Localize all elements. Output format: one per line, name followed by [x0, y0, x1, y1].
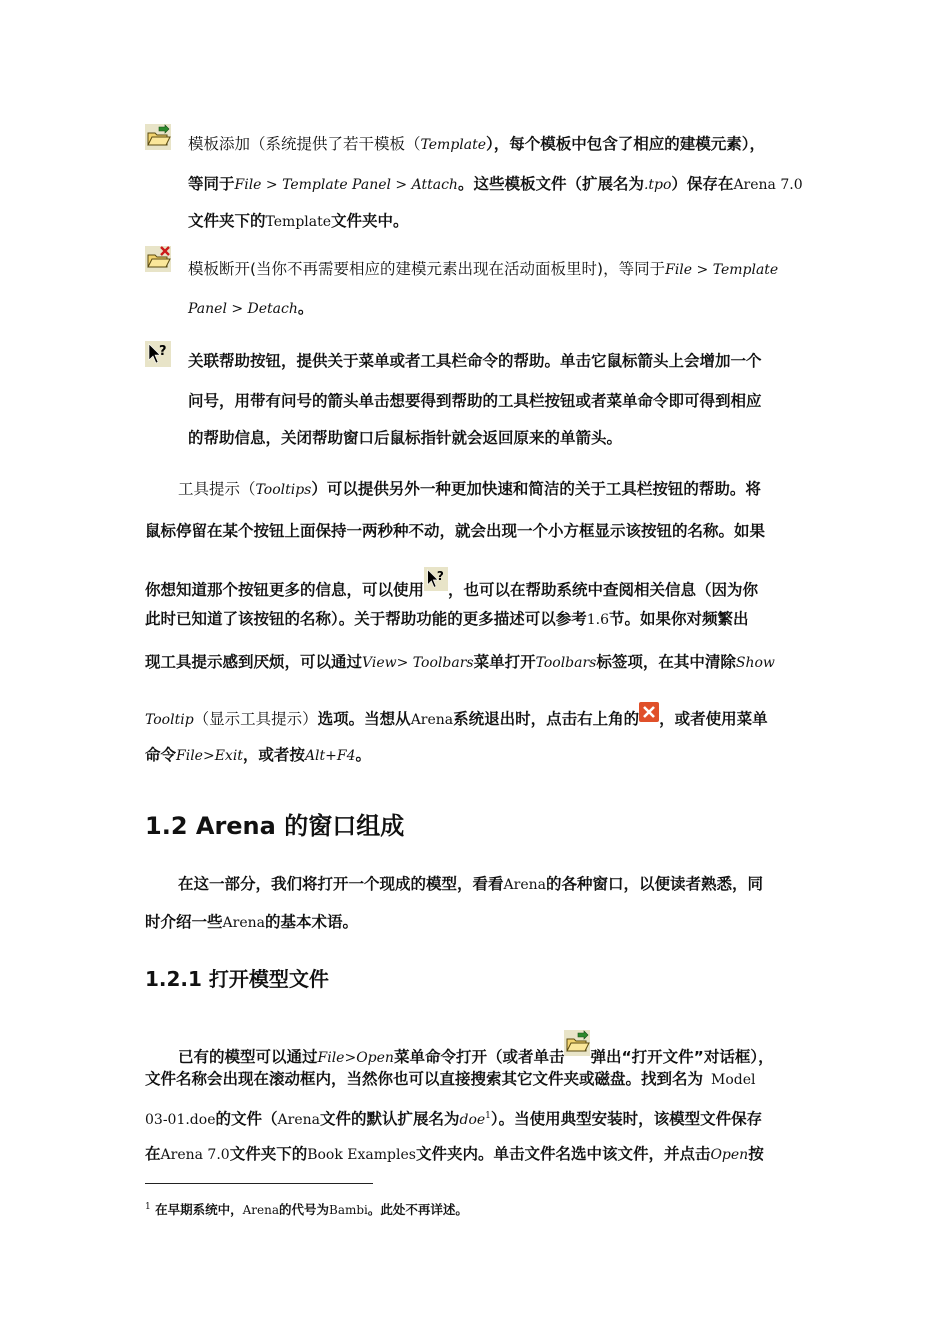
help-line-2 [188, 390, 762, 412]
paragraph-text: ）可以提供另外一种更加快速和简洁的关于工具栏按钮的帮助。将 [311, 480, 761, 498]
footnote-text: 在早期系统中， [155, 1202, 243, 1217]
section-121-line-1 [178, 1030, 774, 1069]
paragraph-text: 时介绍一些 [145, 913, 223, 931]
attach-menu-path: File > Template Panel > Attach [234, 177, 458, 193]
attach-text: ），每个模板中包含了相应的建模元素）， [486, 135, 766, 153]
tooltips-line-2 [145, 520, 765, 542]
file-extension: doe [459, 1112, 486, 1129]
attach-line-1 [188, 133, 765, 156]
paragraph-text: ，或者按 [242, 746, 305, 764]
folder-name: Book Examples [307, 1147, 416, 1163]
attach-text: ）保存在 [671, 175, 734, 193]
footnote [145, 1200, 468, 1218]
paragraph-text: 文件名称会出现在滚动框内，当然你也可以直接搜索其它文件夹或磁盘。找到名为 [145, 1070, 704, 1088]
paragraph-text: 在这一部分，我们将打开一个现成的模型，看看 [178, 875, 504, 893]
tab-name: Toolbars [535, 655, 597, 671]
paragraph-text: ，或者使用菜单 [659, 710, 768, 728]
template-detach-icon [145, 246, 171, 272]
paragraph-text: 你想知道那个按钮更多的信息，可以使用 [145, 581, 425, 599]
paragraph-text: 按 [748, 1145, 764, 1163]
section-121-line-4 [145, 1143, 764, 1166]
context-help-icon [424, 567, 448, 591]
paragraph-text: 已有的模型可以通过 [178, 1048, 318, 1066]
paragraph-text: 工具提示（ [178, 480, 256, 498]
paragraph-text: 文件夹内。单击文件名选中该文件，并点击 [415, 1145, 711, 1163]
paragraph-text: （显示工具提示） [193, 710, 318, 728]
paragraph-text: ，也可以在帮助系统中查阅相关信息（因为你 [448, 581, 759, 599]
section-121-line-3 [145, 1105, 762, 1131]
attach-extension: .tpo [643, 177, 672, 193]
detach-menu-path: Panel > Detach [188, 301, 298, 317]
attach-folder: Template [265, 214, 332, 230]
product-name: Arena [277, 1112, 320, 1129]
detach-line-1 [188, 258, 778, 281]
code-name: Bambi [329, 1203, 368, 1217]
help-line-1 [188, 350, 762, 372]
paragraph-text: 选项。当想从 [317, 710, 411, 728]
menu-path: File>Exit [176, 748, 243, 764]
folder-name: Arena 7.0 [160, 1147, 230, 1163]
help-text: 关联帮助按钮，提供关于菜单或者工具栏命令的帮助。单击它鼠标箭头上会增加一个 [188, 352, 762, 370]
tooltips-line-7 [145, 744, 371, 767]
attach-text: 文件夹中。 [331, 212, 409, 230]
paragraph-text: 的基本术语。 [264, 913, 358, 931]
tooltips-line-4 [145, 608, 749, 631]
menu-path: File>Open [317, 1050, 394, 1066]
paragraph-text: 在 [145, 1145, 161, 1163]
option-name: Show [735, 655, 775, 671]
paragraph-text: 。 [355, 746, 372, 764]
attach-term: Template [420, 137, 487, 153]
shortcut-key: Alt+F4 [304, 748, 356, 764]
section-121-line-2 [145, 1068, 756, 1091]
paragraph-text: 文件的默认扩展名为 [319, 1110, 460, 1129]
product-name: Arena [222, 915, 265, 931]
footnote-mark: 1 [145, 1201, 151, 1212]
attach-line-3 [188, 210, 409, 233]
tooltips-line-3 [145, 567, 758, 601]
file-name: Model [711, 1072, 756, 1088]
paragraph-text: 现工具提示感到厌烦，可以通过 [145, 653, 363, 671]
detach-line-2 [188, 297, 313, 320]
product-name: Arena [503, 877, 546, 893]
paragraph-text: 标签项，在其中清除 [596, 653, 736, 671]
paragraph-text: 此时已知道了该按钮的名称）。关于帮助功能的更多描述可以参考 [145, 610, 587, 628]
attach-text: 等同于 [188, 175, 235, 193]
attach-line-2 [188, 173, 803, 196]
help-text: 的帮助信息，关闭帮助窗口后鼠标指针就会返回原来的单箭头。 [188, 429, 623, 447]
paragraph-text: 弹出“打开文件”对话框）， [590, 1048, 774, 1066]
section-heading: 1.2 Arena 的窗口组成 [145, 812, 405, 840]
paragraph-text: 的文件（ [215, 1110, 278, 1129]
paragraph-text: 的各种窗口，以便读者熟悉，同 [545, 875, 763, 893]
footnote-rule [145, 1183, 373, 1184]
footnote-text: 的代号为 [279, 1202, 330, 1217]
attach-text: 模板添加（系统提供了若干模板（ [188, 135, 421, 153]
subsection-heading: 1.2.1 打开模型文件 [145, 967, 329, 991]
product-name: Arena [242, 1203, 279, 1217]
section-12-line-1 [178, 873, 763, 896]
tooltips-line-1 [178, 478, 761, 501]
section-12-line-2 [145, 911, 358, 934]
detach-text: 。 [297, 299, 314, 317]
paragraph-text: 菜单打开 [473, 653, 536, 671]
attach-text: 文件夹下的 [188, 212, 266, 230]
file-name: 03-01.doe [145, 1112, 216, 1129]
paragraph-text: ）。当使用典型安装时，该模型文件保存 [490, 1110, 763, 1129]
svg-text:?: ? [159, 344, 167, 359]
svg-text:?: ? [436, 568, 444, 583]
paragraph-text: 文件夹下的 [229, 1145, 308, 1163]
paragraph-term: Tooltips [255, 482, 312, 498]
footnote-ref: 1 [485, 1111, 491, 1121]
context-help-icon [145, 341, 171, 367]
template-attach-icon [145, 124, 171, 150]
section-ref: 1.6 [586, 612, 610, 628]
detach-menu-path: File > Template [665, 262, 779, 278]
tooltips-line-6 [145, 702, 768, 731]
attach-folder: Arena 7.0 [733, 177, 803, 193]
paragraph-text: 鼠标停留在某个按钮上面保持一两秒种不动，就会出现一个小方框显示该按钮的名称。如果 [145, 522, 766, 540]
button-name: Open [710, 1147, 749, 1163]
product-name: Arena [410, 712, 454, 728]
paragraph-text: 节。如果你对频繁出 [609, 610, 749, 628]
close-icon [639, 702, 659, 722]
paragraph-text: 命令 [145, 746, 177, 764]
option-name: Tooltip [145, 712, 194, 728]
open-file-icon [564, 1030, 590, 1056]
tooltips-line-5 [145, 651, 775, 674]
paragraph-text: 系统退出时，点击右上角的 [453, 710, 640, 728]
help-line-3 [188, 427, 622, 449]
attach-text: 。这些模板文件（扩展名为 [457, 175, 644, 193]
help-text: 问号，用带有问号的箭头单击想要得到帮助的工具栏按钮或者菜单命令即可得到相应 [188, 392, 762, 410]
footnote-text: 。此处不再详述。 [367, 1202, 468, 1217]
paragraph-text: 菜单命令打开（或者单击 [393, 1048, 565, 1066]
detach-text: 模板断开(当你不再需要相应的建模元素出现在活动面板里时)，等同于 [188, 260, 666, 278]
menu-path: View> Toolbars [362, 655, 474, 671]
